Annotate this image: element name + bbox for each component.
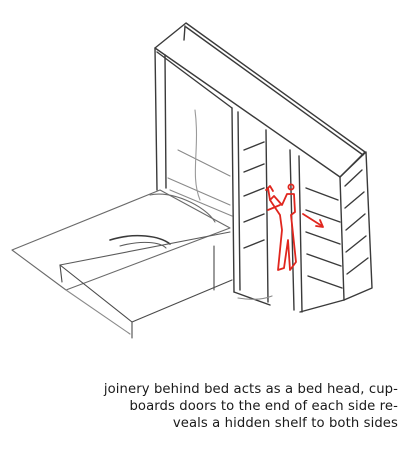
caption <box>0 381 398 432</box>
caption-line: joinery behind bed acts as a bed head, cup- <box>103 382 398 397</box>
joinery-unit <box>155 23 372 312</box>
caption-line: veals a hidden shelf to both sides <box>172 416 398 431</box>
caption-line: boards doors to the end of each side re- <box>129 399 398 414</box>
